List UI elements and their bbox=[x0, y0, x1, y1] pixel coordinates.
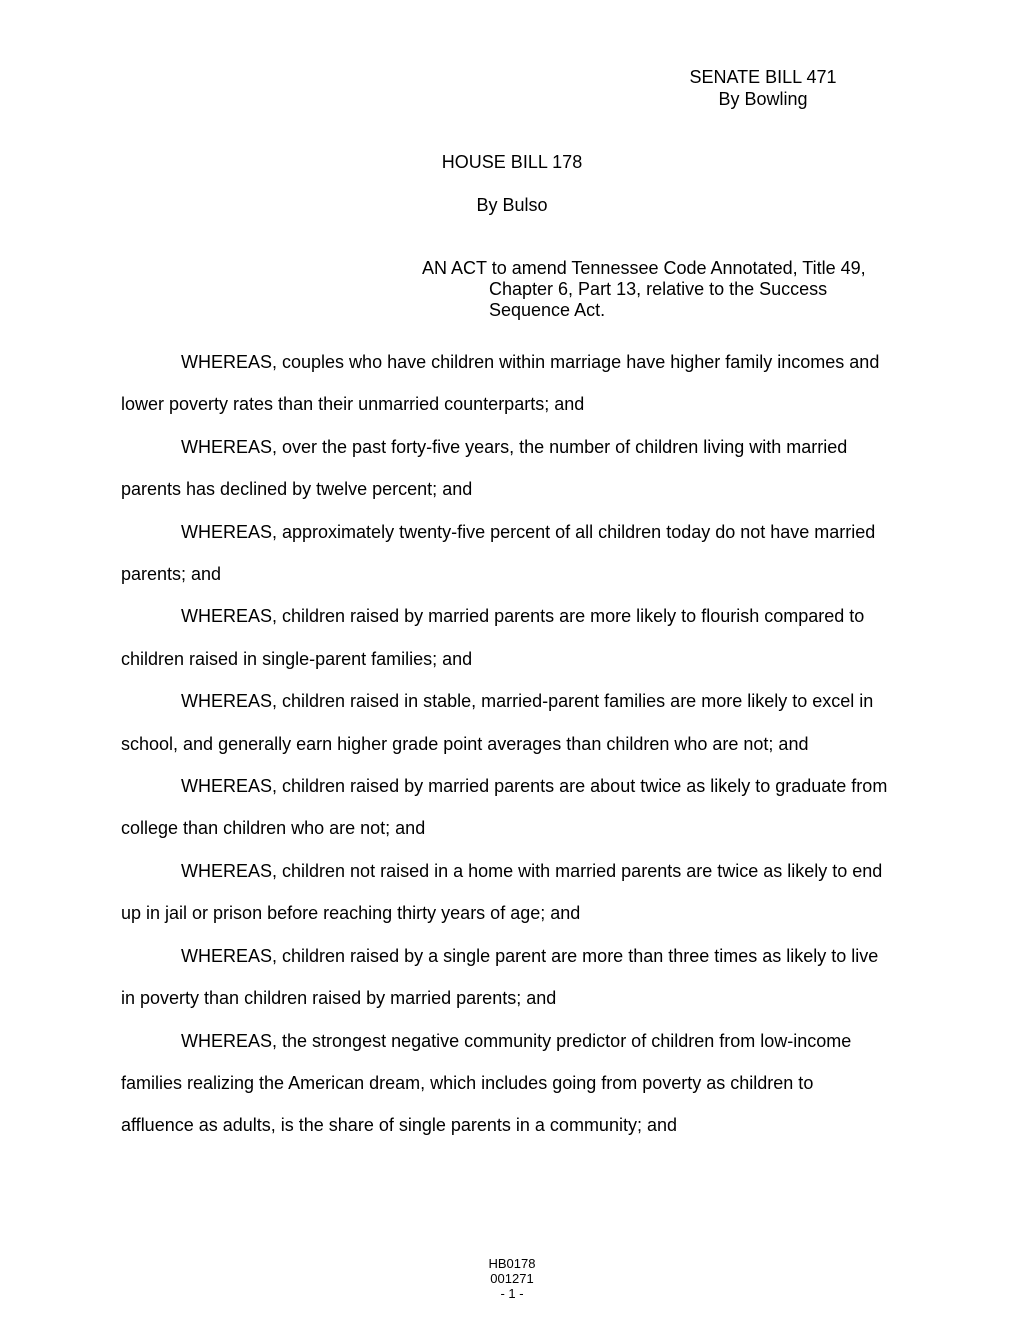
recital-line: college than children who are not; and bbox=[121, 818, 426, 839]
recital-line: children raised in single-parent families; and bbox=[121, 648, 473, 669]
recital-line: in poverty than children raised by married parents; and bbox=[121, 988, 557, 1009]
recital-paragraph bbox=[121, 426, 911, 511]
recital-line: WHEREAS, the strongest negative community predictor of children from low-income bbox=[181, 1030, 852, 1051]
recital-paragraph bbox=[121, 595, 911, 680]
recital-paragraph bbox=[121, 935, 911, 1020]
recital-line: lower poverty rates than their unmarried counterparts; and bbox=[121, 394, 585, 415]
recital-line: WHEREAS, children raised by a single parent are more than three times as likely to live bbox=[181, 945, 879, 966]
recital-paragraph bbox=[121, 850, 911, 935]
recital-line: parents; and bbox=[121, 564, 222, 585]
senate-bill-sponsor: By Bowling bbox=[718, 89, 808, 109]
recital-line: parents has declined by twelve percent; and bbox=[121, 479, 473, 500]
recital-paragraph bbox=[121, 765, 911, 850]
recital-line: WHEREAS, couples who have children within marriage have higher family incomes and bbox=[181, 352, 880, 372]
recital-paragraph bbox=[121, 680, 911, 765]
recital-line: WHEREAS, over the past forty-five years, the number of children living with married bbox=[181, 436, 848, 457]
recital-line: WHEREAS, children raised in stable, married-parent families are more likely to excel in bbox=[181, 691, 874, 712]
caption-line: AN ACT to amend Tennessee Code Annotated, Title 49, bbox=[422, 258, 866, 278]
recital-paragraph bbox=[121, 1020, 911, 1147]
act-caption bbox=[422, 258, 922, 321]
recital-line: WHEREAS, children raised by married parents are about twice as likely to graduate from bbox=[181, 776, 888, 797]
house-bill-sponsor: By Bulso bbox=[476, 195, 548, 215]
footer-doc-number: 001271 bbox=[490, 1271, 534, 1286]
recital-line: WHEREAS, approximately twenty-five percent of all children today do not have married bbox=[181, 521, 876, 542]
footer-page-number: - 1 - bbox=[500, 1286, 524, 1301]
senate-bill-header bbox=[640, 66, 886, 110]
recitals-body bbox=[121, 341, 911, 1147]
recital-line: affluence as adults, is the share of single parents in a community; and bbox=[121, 1115, 677, 1136]
recital-line: school, and generally earn higher grade point averages than children who are not; and bbox=[121, 733, 809, 754]
house-bill-number: HOUSE BILL 178 bbox=[441, 152, 583, 172]
senate-bill-number: SENATE BILL 471 bbox=[689, 67, 837, 87]
recital-paragraph bbox=[121, 511, 911, 596]
recital-line: WHEREAS, children not raised in a home with married parents are twice as likely to end bbox=[181, 860, 883, 881]
caption-line: Chapter 6, Part 13, relative to the Success bbox=[489, 279, 828, 299]
recital-paragraph bbox=[121, 341, 911, 426]
recital-line: families realizing the American dream, which includes going from poverty as children to bbox=[121, 1072, 814, 1093]
recital-line: WHEREAS, children raised by married parents are more likely to flourish compared to bbox=[181, 606, 865, 627]
recital-line: up in jail or prison before reaching thirty years of age; and bbox=[121, 903, 581, 924]
page-footer bbox=[462, 1256, 562, 1301]
footer-bill-code: HB0178 bbox=[488, 1256, 536, 1271]
caption-line: Sequence Act. bbox=[489, 300, 606, 320]
